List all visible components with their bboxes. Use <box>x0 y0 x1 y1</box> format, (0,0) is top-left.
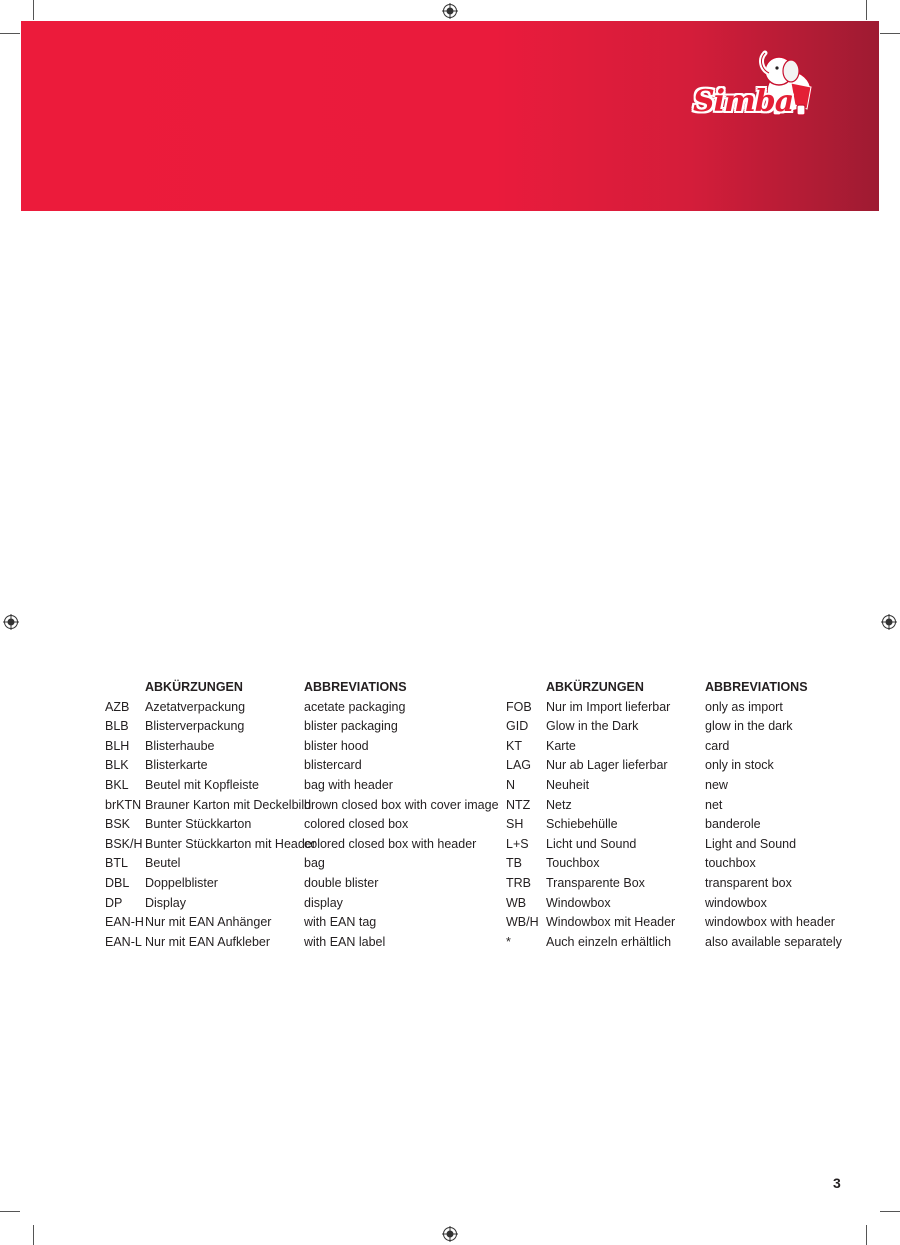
table-row <box>506 874 885 894</box>
crop-mark <box>880 1211 900 1212</box>
abbr-code: brKTN <box>105 797 142 812</box>
abbr-code: N <box>506 777 516 792</box>
header-english: ABBREVIATIONS <box>304 680 407 694</box>
table-header <box>105 678 484 698</box>
abbr-english: windowbox <box>705 895 767 910</box>
table-row <box>105 815 484 835</box>
header-code <box>506 678 546 698</box>
abbr-code: NTZ <box>506 797 531 812</box>
registration-mark-icon <box>3 614 19 630</box>
abbr-english: only as import <box>705 699 783 714</box>
abbr-code: TRB <box>506 875 531 890</box>
crop-mark <box>866 0 867 20</box>
abbr-english: colored closed box <box>304 817 409 832</box>
abbr-german: Display <box>145 895 186 910</box>
crop-mark <box>0 1211 20 1212</box>
table-row <box>105 874 484 894</box>
abbr-code: DBL <box>105 875 130 890</box>
abbr-german: Blisterkarte <box>145 758 208 773</box>
table-row <box>105 933 484 953</box>
abbr-english: card <box>705 738 730 753</box>
table-row <box>506 698 885 718</box>
abbr-code: WB/H <box>506 915 539 930</box>
abbr-german: Netz <box>546 797 572 812</box>
crop-mark <box>33 0 34 20</box>
abbr-code: GID <box>506 719 529 734</box>
abbr-german: Nur mit EAN Aufkleber <box>145 934 271 949</box>
crop-mark <box>866 1225 867 1245</box>
table-row <box>506 815 885 835</box>
abbr-german: Blisterhaube <box>145 738 215 753</box>
table-row <box>506 776 885 796</box>
abbr-english: glow in the dark <box>705 719 793 734</box>
abbr-english: only in stock <box>705 758 774 773</box>
abbr-german: Beutel <box>145 856 181 871</box>
abbr-german: Windowbox <box>546 895 611 910</box>
abbr-german: Bunter Stückkarton <box>145 817 252 832</box>
table-row <box>105 913 484 933</box>
abbr-german: Licht und Sound <box>546 836 637 851</box>
abbr-code: EAN-H <box>105 915 144 930</box>
registration-mark-icon <box>442 1226 458 1242</box>
abbr-code: BLH <box>105 738 130 753</box>
header-german: ABKÜRZUNGEN <box>546 680 644 694</box>
abbr-german: Transparente Box <box>546 875 645 890</box>
table-header <box>506 678 885 698</box>
abbr-english: Light and Sound <box>705 836 797 851</box>
table-row <box>506 796 885 816</box>
abbr-german: Blisterverpackung <box>145 719 245 734</box>
table-row <box>105 756 484 776</box>
abbr-german: Nur ab Lager lieferbar <box>546 758 668 773</box>
abbreviations-table-right <box>506 678 885 952</box>
crop-mark <box>33 1225 34 1245</box>
table-row <box>105 737 484 757</box>
table-row <box>506 717 885 737</box>
abbr-english: bag with header <box>304 777 393 792</box>
abbr-german: Nur mit EAN Anhänger <box>145 915 272 930</box>
logo-wordmark: Simba <box>693 84 794 119</box>
abbr-english: net <box>705 797 723 812</box>
abbr-english: bag <box>304 856 325 871</box>
abbr-german: Auch einzeln erhältlich <box>546 934 672 949</box>
table-row <box>506 737 885 757</box>
abbr-german: Azetatverpackung <box>145 699 246 714</box>
abbr-code: KT <box>506 738 522 753</box>
table-row <box>506 913 885 933</box>
abbr-code: * <box>506 934 511 949</box>
abbr-german: Brauner Karton mit Deckelbild <box>145 797 312 812</box>
abbr-english: banderole <box>705 817 761 832</box>
abbr-code: BLK <box>105 758 129 773</box>
abbr-german: Glow in the Dark <box>546 719 639 734</box>
abbr-german: Beutel mit Kopfleiste <box>145 777 259 792</box>
abbreviations-table-left <box>105 678 499 952</box>
header-german: ABKÜRZUNGEN <box>145 680 243 694</box>
abbr-code: LAG <box>506 758 532 773</box>
table-row <box>105 894 484 914</box>
abbr-english: blister packaging <box>304 719 398 734</box>
abbr-english: new <box>705 777 728 792</box>
abbr-german: Nur im Import lieferbar <box>546 699 671 714</box>
abbr-german: Schiebehülle <box>546 817 618 832</box>
header-english: ABBREVIATIONS <box>705 680 808 694</box>
table-row <box>506 854 885 874</box>
table-row <box>506 756 885 776</box>
abbr-english: double blister <box>304 875 379 890</box>
registration-mark-icon <box>442 3 458 19</box>
crop-mark <box>880 33 900 34</box>
abbr-english: windowbox with header <box>705 915 835 930</box>
table-row <box>506 894 885 914</box>
abbr-german: Bunter Stückkarton mit Header <box>145 836 316 851</box>
abbr-code: FOB <box>506 699 532 714</box>
abbr-english: brown closed box with cover image <box>304 797 499 812</box>
abbr-english: touchbox <box>705 856 756 871</box>
simba-logo <box>693 49 821 121</box>
abbr-code: SH <box>506 817 524 832</box>
abbr-english: display <box>304 895 343 910</box>
abbr-english: blister hood <box>304 738 369 753</box>
abbr-german: Doppelblister <box>145 875 218 890</box>
table-row <box>105 796 499 816</box>
abbr-english: colored closed box with header <box>304 836 477 851</box>
table-row <box>105 698 484 718</box>
abbr-code: BKL <box>105 777 129 792</box>
crop-mark <box>0 33 20 34</box>
abbr-code: BLB <box>105 719 129 734</box>
header-code <box>105 678 145 698</box>
table-row <box>105 835 484 855</box>
abbr-code: TB <box>506 856 522 871</box>
abbr-code: BSK/H <box>105 836 143 851</box>
abbr-english: transparent box <box>705 875 792 890</box>
abbr-code: L+S <box>506 836 529 851</box>
abbr-code: AZB <box>105 699 130 714</box>
abbr-code: BSK <box>105 817 131 832</box>
header-banner <box>21 21 879 211</box>
table-row <box>506 835 885 855</box>
abbr-code: BTL <box>105 856 128 871</box>
registration-mark-icon <box>881 614 897 630</box>
abbr-english: with EAN tag <box>304 915 377 930</box>
abbr-english: acetate packaging <box>304 699 406 714</box>
table-row <box>105 854 484 874</box>
abbr-english: also available separately <box>705 934 842 949</box>
abbr-german: Windowbox mit Header <box>546 915 676 930</box>
abbr-code: EAN-L <box>105 934 142 949</box>
abbr-code: WB <box>506 895 527 910</box>
abbr-english: blistercard <box>304 758 362 773</box>
abbr-german: Karte <box>546 738 576 753</box>
abbr-german: Neuheit <box>546 777 590 792</box>
table-row <box>506 933 885 953</box>
page-number: 3 <box>833 1175 841 1191</box>
abbr-code: DP <box>105 895 123 910</box>
table-row <box>105 776 484 796</box>
table-row <box>105 717 484 737</box>
abbr-english: with EAN label <box>304 934 386 949</box>
abbr-german: Touchbox <box>546 856 600 871</box>
